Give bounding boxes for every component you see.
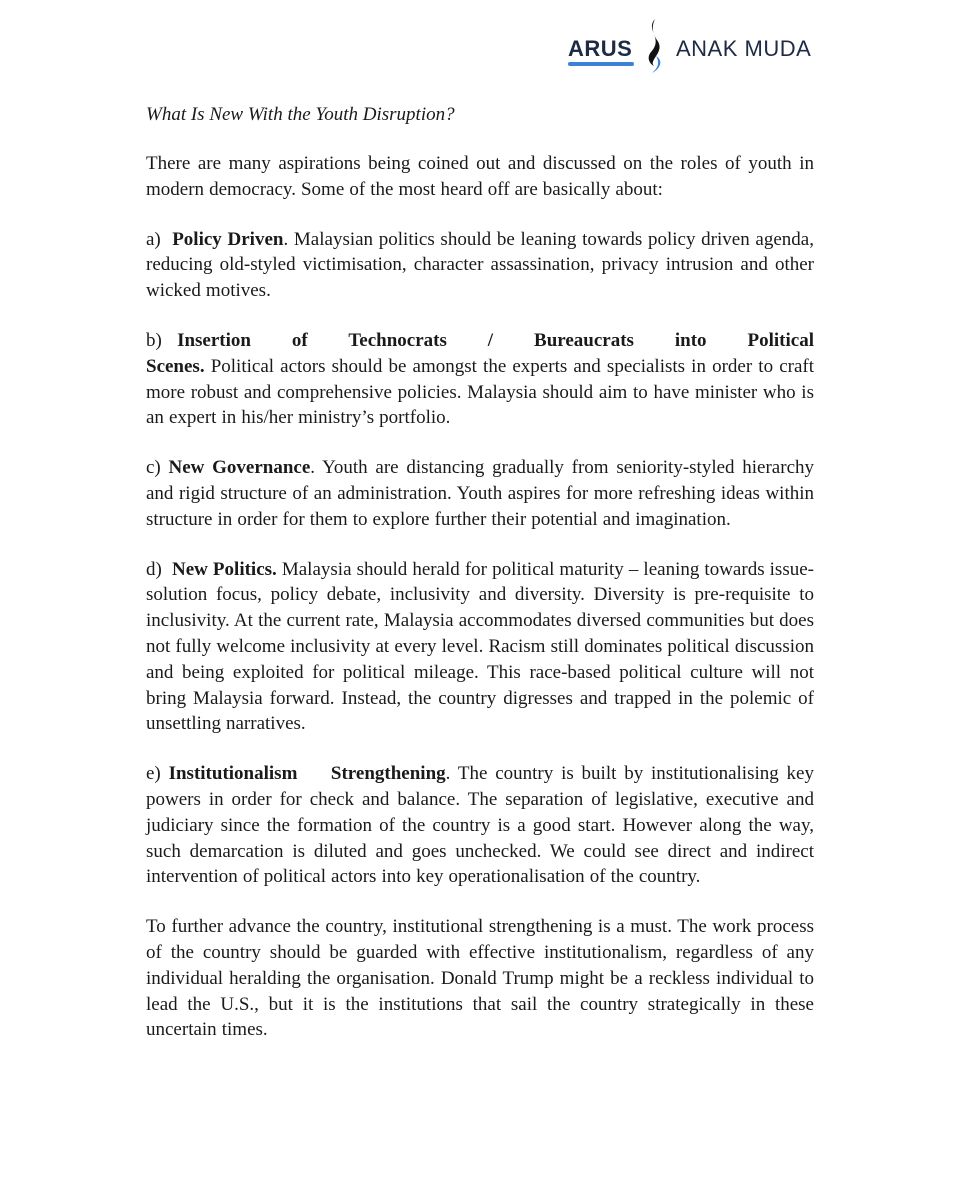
logo-underline xyxy=(568,62,634,66)
item-marker: c) xyxy=(146,457,161,479)
section-heading: What Is New With the Youth Disruption? xyxy=(146,104,455,125)
item-title-punct: . xyxy=(310,457,316,479)
item-title: Policy Driven xyxy=(172,228,284,250)
item-title-punct: . xyxy=(283,228,289,250)
flame-icon xyxy=(642,18,666,74)
item-title: New Governance xyxy=(168,457,311,479)
arus-anak-muda-logo xyxy=(568,18,818,76)
item-title: New Politics. xyxy=(171,558,277,580)
item-title-punct: . xyxy=(445,763,451,785)
list-item-new-governance xyxy=(146,455,814,532)
list-item-new-politics xyxy=(146,557,814,738)
item-marker: a) xyxy=(146,228,161,250)
item-text: The country is built by institutionalising key powers in order for check and balance. The separation of legislative, executive and judiciary since the formation of the country is a good start. However along the way, such demarcation is diluted and goes unchecked. We could see direct and indirect intervention of political actors into key operationalisation of the country. xyxy=(146,763,814,888)
logo-arus-text: ARUS xyxy=(568,36,633,61)
item-title: Institutionalism Strengthening xyxy=(168,763,446,785)
logo-anak-muda-text: ANAK MUDA xyxy=(676,36,812,61)
closing-paragraph: To further advance the country, institutional strengthening is a must. The work process of the country should be guarded with effective institutionalism, regardless of any individual heralding the organisation. Donald Trump might be a reckless individual to lead the U.S., but it is the institutions that sail the country strategically in these uncertain times. xyxy=(146,916,814,1041)
item-marker: e) xyxy=(146,763,161,785)
item-text: Youth are distancing gradually from seniority-styled hierarchy and rigid structure of an administration. Youth aspires for more refreshing ideas within structure in order for them to explore further their potential and imagination. xyxy=(146,457,814,530)
list-item-technocrats xyxy=(146,328,814,431)
item-marker: d) xyxy=(146,558,162,580)
list-item-institutionalism xyxy=(146,761,814,890)
item-marker: b) xyxy=(146,329,162,351)
article-body xyxy=(146,102,814,1067)
item-text: Malaysia should herald for political maturity – leaning towards issue-solution focus, policy debate, inclusivity and diversity. Diversity is pre-requisite to inclusivity. At the current rate, Malaysia accommodates diversed communities but does not fully welcome inclusivity at every level. Racism still dominates political discussion and being exploited for political mileage. This race-based political culture will not bring Malaysia forward. Instead, the country digresses and trapped in the polemic of unsettling narratives. xyxy=(146,558,814,735)
intro-paragraph: There are many aspirations being coined out and discussed on the roles of youth in modern democracy. Some of the most heard off are basically about: xyxy=(146,153,814,200)
item-text: Malaysian politics should be leaning towards policy driven agenda, reducing old-styled victimisation, character assassination, privacy intrusion and other wicked motives. xyxy=(146,228,814,302)
item-title: Insertion of Technocrats / Bureaucrats into Political Scenes. xyxy=(146,329,814,377)
item-text: Political actors should be amongst the experts and specialists in order to craft more robust and comprehensive policies. Malaysia should aim to have minister who is an expert in his/her ministry’s portfolio. xyxy=(146,355,814,429)
list-item-policy-driven xyxy=(146,227,814,304)
